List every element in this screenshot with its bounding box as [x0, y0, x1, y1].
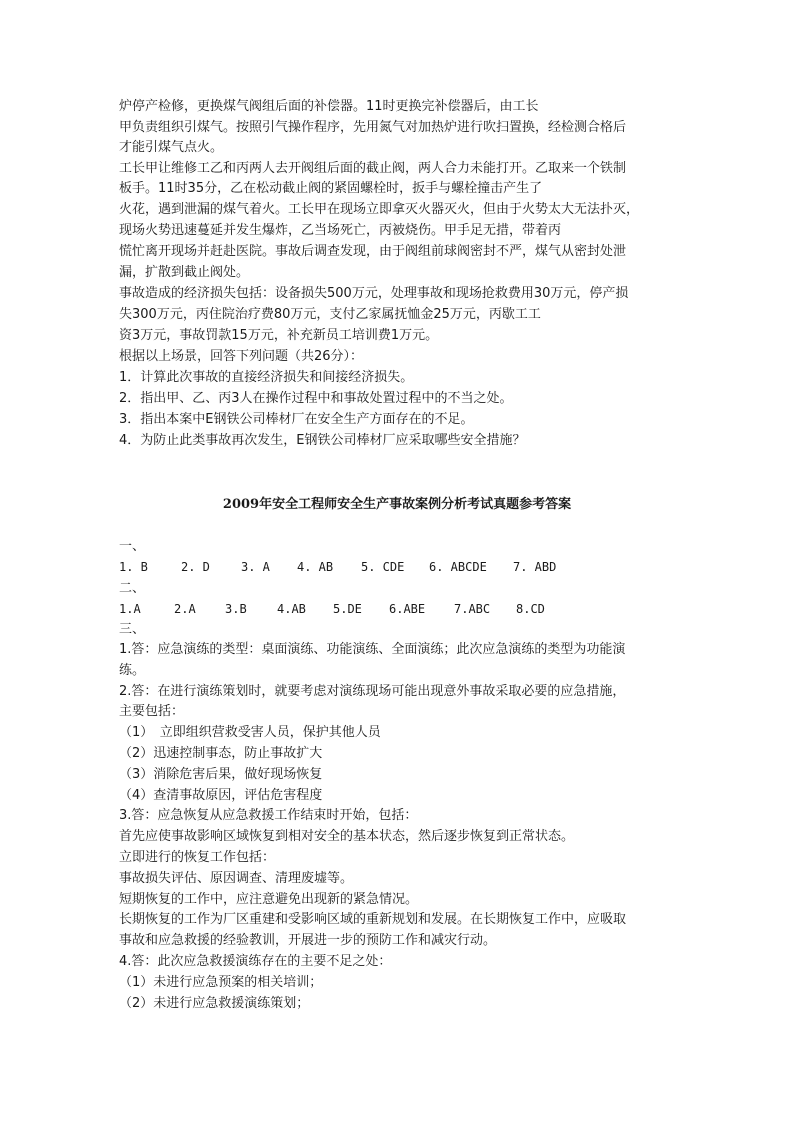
- answer-item: 6.ABE: [389, 602, 426, 616]
- answer-line: 1.答：应急演练的类型：桌面演练、功能演练、全面演练；此次应急演练的类型为功能演: [119, 642, 626, 657]
- case-line: 工长甲让维修工乙和丙两人去开阀组后面的截止阀，两人合力未能打开。乙取来一个铁制: [119, 161, 627, 176]
- section1-answers: [119, 557, 573, 577]
- case-line: 资3万元，事故罚款15万元，补充新员工培训费1万元。: [119, 328, 439, 343]
- case-line: 现场火势迅速蔓延并发生爆炸，乙当场死亡，丙被烧伤。甲手足无措，带着丙: [119, 223, 562, 238]
- answer-item: 8.CD: [516, 602, 545, 616]
- section3-label: 三、: [119, 622, 146, 637]
- answer-item: 4. AB: [297, 560, 334, 574]
- answer-line: 事故损失评估、原因调查、清理废墟等。: [119, 871, 354, 886]
- answer-line: （4）查清事故原因，评估危害程度: [119, 788, 323, 803]
- case-line: 甲负责组织引煤气。按照引气操作程序，先用氮气对加热炉进行吹扫置换，经检测合格后: [119, 120, 627, 135]
- answer-item: 1. B: [119, 560, 148, 574]
- answer-line: 首先应使事故影响区域恢复到相对安全的基本状态，然后逐步恢复到正常状态。: [119, 829, 575, 844]
- answer-line: 事故和应急救援的经验教训，开展进一步的预防工作和减灾行动。: [119, 933, 497, 948]
- answer-item: 3.B: [225, 602, 247, 616]
- case-line: 失300万元，丙住院治疗费80万元，支付乙家属抚恤金25万元，丙歇工工: [119, 307, 541, 322]
- question-intro: 根据以上场景，回答下列问题（共26分）：: [119, 349, 364, 364]
- answer-item: 3. A: [241, 560, 270, 574]
- answer-item: 2. D: [181, 560, 210, 574]
- answer-line: （1）未进行应急预案的相关培训；: [119, 975, 323, 990]
- answer-item: 5. CDE: [361, 560, 405, 574]
- answer-title: 2009年安全工程师安全生产事故案例分析考试真题参考答案: [222, 497, 572, 512]
- answer-line: 立即进行的恢复工作包括：: [119, 850, 276, 865]
- case-line: 才能引煤气点火。: [119, 140, 224, 155]
- answer-item: 5.DE: [333, 602, 362, 616]
- answer-item: 1.A: [119, 602, 141, 616]
- answer-line: 短期恢复的工作中，应注意避免出现新的紧急情况。: [119, 892, 419, 907]
- answer-item: 7.ABC: [454, 602, 491, 616]
- answer-line: 2.答：在进行演练策划时，就要考虑对演练现场可能出现意外事故采取必要的应急措施，: [119, 684, 626, 699]
- case-line: 漏，扩散到截止阀处。: [119, 265, 250, 280]
- question-item: 3．指出本案中E钢铁公司棒材厂在安全生产方面存在的不足。: [119, 412, 474, 427]
- answer-line: （3）消除危害后果，做好现场恢复: [119, 767, 323, 782]
- question-item: 1．计算此次事故的直接经济损失和间接经济损失。: [119, 370, 414, 385]
- answer-line: （2）迅速控制事态，防止事故扩大: [119, 746, 323, 761]
- question-item: 4．为防止此类事故再次发生，E钢铁公司棒材厂应采取哪些安全措施？: [119, 433, 526, 448]
- answer-item: 4.AB: [277, 602, 306, 616]
- answer-line: 3.答：应急恢复从应急救援工作结束时开始，包括：: [119, 808, 418, 823]
- case-line: 火花，遇到泄漏的煤气着火。工长甲在现场立即拿灭火器灭火，但由于火势太大无法扑灭，: [119, 202, 640, 217]
- answer-line: 4.答：此次应急救援演练存在的主要不足之处：: [119, 954, 392, 969]
- answer-line: 主要包括：: [119, 704, 185, 719]
- answer-line: （2）未进行应急救援演练策划；: [119, 996, 310, 1011]
- question-item: 2．指出甲、乙、丙3人在操作过程中和事故处置过程中的不当之处。: [119, 391, 513, 406]
- case-line: 炉停产检修，更换煤气阀组后面的补偿器。11时更换完补偿器后，由工长: [119, 99, 539, 114]
- answer-item: 6. ABCDE: [429, 560, 487, 574]
- answer-line: 练。: [119, 663, 146, 678]
- section2-label: 二、: [119, 581, 146, 596]
- answer-item: 7. ABD: [513, 560, 557, 574]
- case-line: 板手。11时35分，乙在松动截止阀的紧固螺栓时，扳手与螺栓撞击产生了: [119, 181, 543, 196]
- answer-line: （1） 立即组织营救受害人员，保护其他人员: [119, 725, 381, 740]
- section2-answers: [119, 599, 566, 619]
- case-line: 慌忙离开现场并赶赴医院。事故后调查发现，由于阀组前球阀密封不严，煤气从密封处泄: [119, 244, 627, 259]
- answer-item: 2.A: [174, 602, 196, 616]
- section1-label: 一、: [119, 539, 146, 554]
- case-line: 事故造成的经济损失包括：设备损失500万元，处理事故和现场抢救费用30万元，停产损: [119, 286, 629, 301]
- answer-line: 长期恢复的工作为厂区重建和受影响区域的重新规划和发展。在长期恢复工作中，应吸取: [119, 912, 627, 927]
